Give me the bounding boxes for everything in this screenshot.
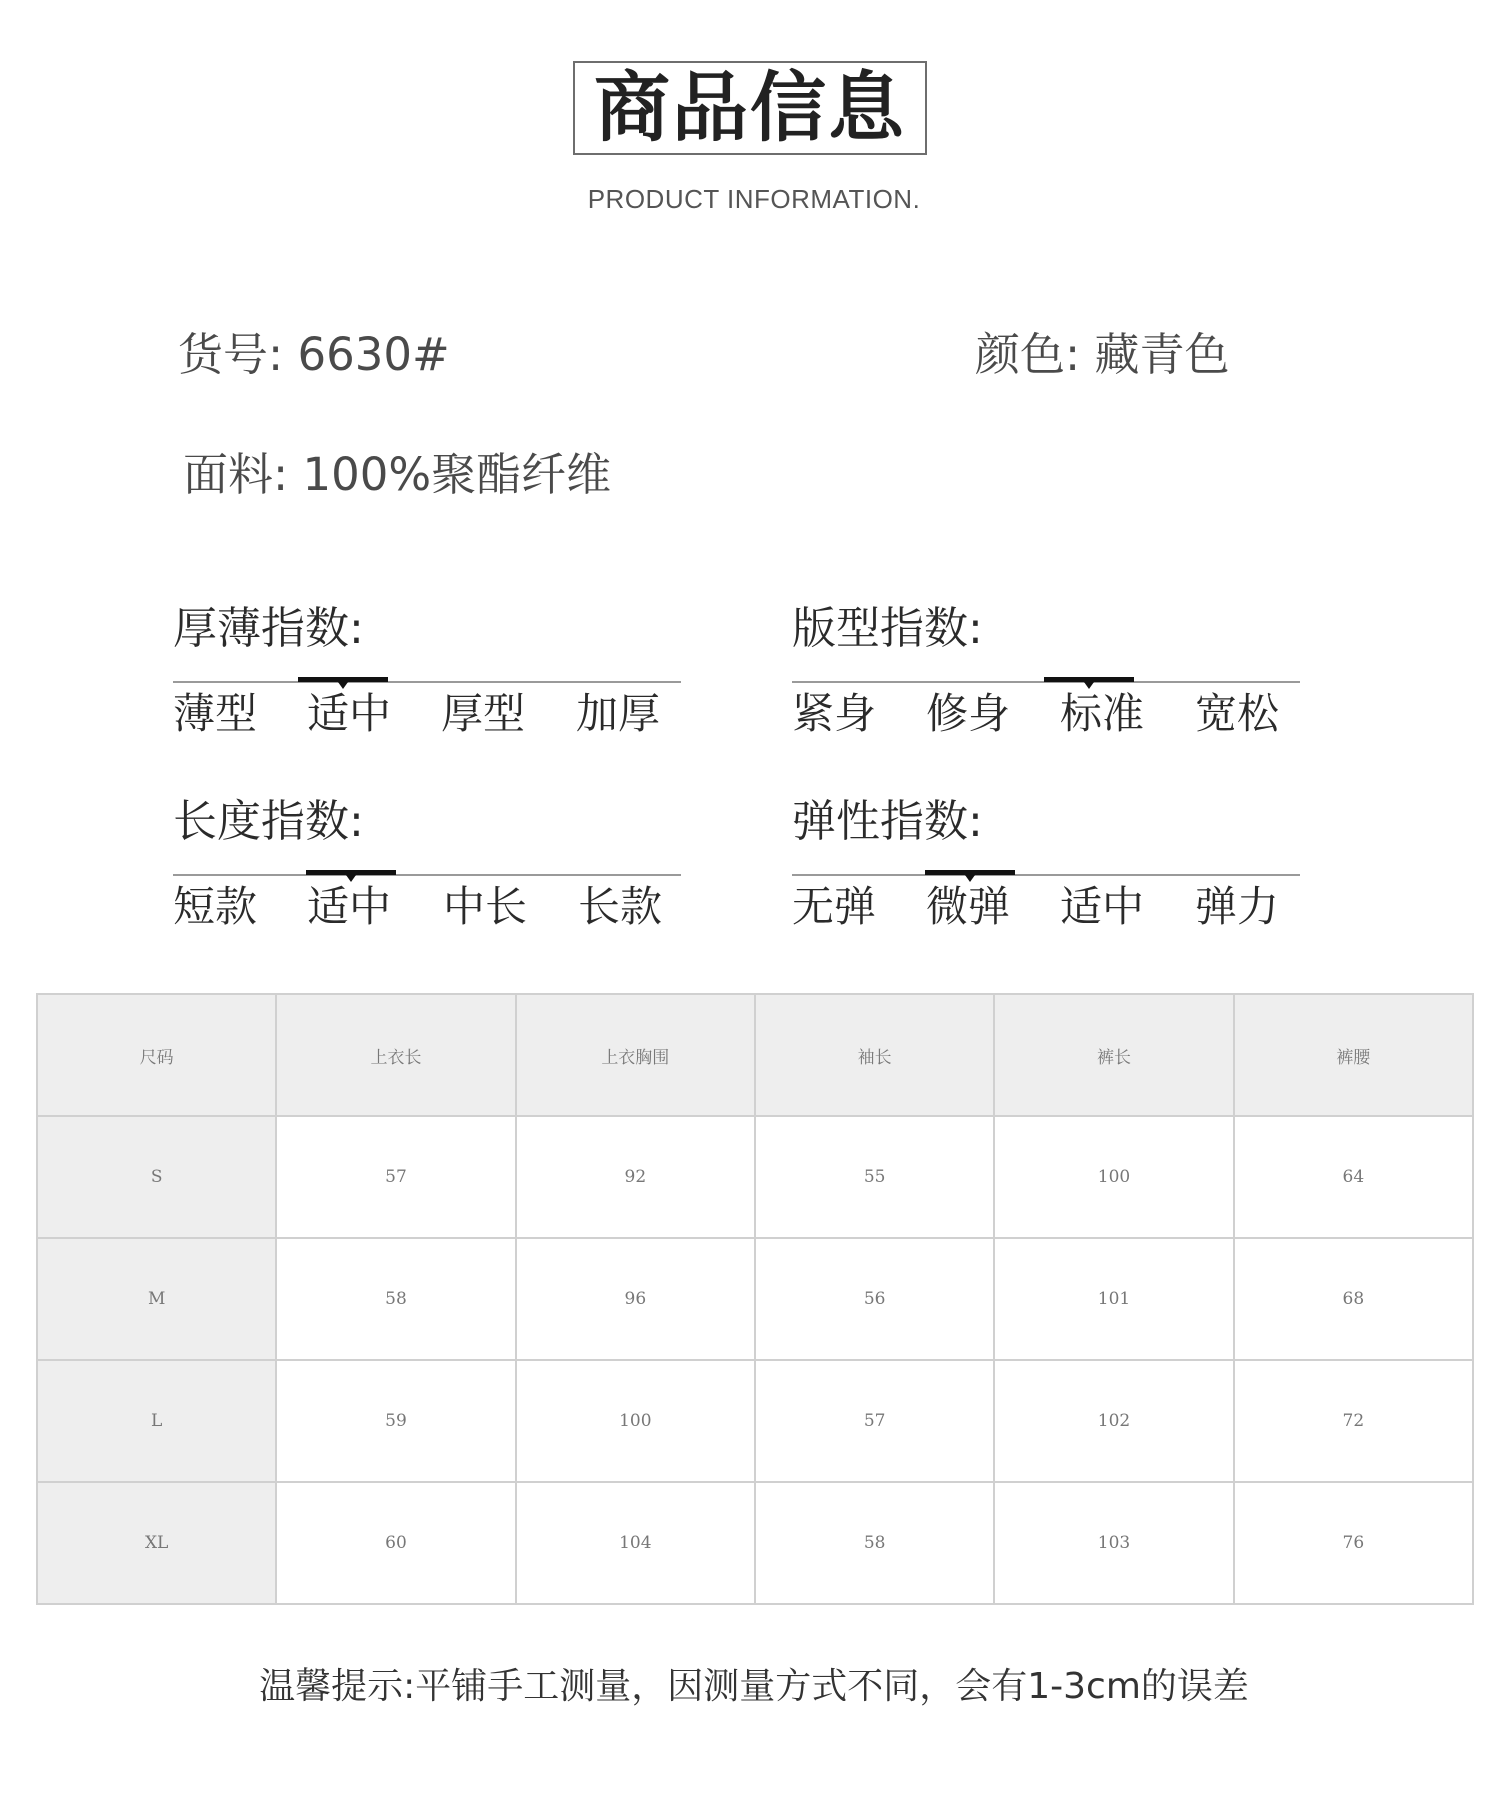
table-cell: 72 xyxy=(1234,1360,1473,1482)
index-option: 适中 xyxy=(307,882,392,931)
index-option: 修身 xyxy=(926,689,1011,738)
table-header-cell: 上衣长 xyxy=(276,994,515,1116)
index-option: 紧身 xyxy=(792,689,877,738)
index-scale xyxy=(173,874,681,876)
table-cell: 58 xyxy=(755,1482,994,1604)
index-selected-marker xyxy=(925,870,1015,875)
table-cell: 101 xyxy=(994,1238,1233,1360)
index-option: 加厚 xyxy=(576,689,661,738)
index-option: 无弹 xyxy=(792,882,877,931)
table-row xyxy=(37,1116,1473,1238)
table-row xyxy=(37,1360,1473,1482)
table-cell: 57 xyxy=(755,1360,994,1482)
index-title: 长度指数: xyxy=(173,796,364,847)
elasticity-index xyxy=(792,796,1300,931)
index-option: 厚型 xyxy=(441,689,526,738)
index-selected-marker xyxy=(306,870,396,875)
index-options xyxy=(792,689,1300,738)
table-cell: 59 xyxy=(276,1360,515,1482)
index-scale xyxy=(792,681,1300,683)
table-cell: 96 xyxy=(516,1238,755,1360)
length-index xyxy=(173,796,681,931)
size-table xyxy=(36,993,1474,1605)
table-header-cell: 尺码 xyxy=(37,994,276,1116)
size-cell: XL xyxy=(37,1482,276,1604)
thickness-index xyxy=(173,603,681,738)
size-cell: L xyxy=(37,1360,276,1482)
table-cell: 58 xyxy=(276,1238,515,1360)
index-option: 弹力 xyxy=(1195,882,1280,931)
size-cell: M xyxy=(37,1238,276,1360)
table-header-cell: 裤腰 xyxy=(1234,994,1473,1116)
table-cell: 103 xyxy=(994,1482,1233,1604)
table-cell: 60 xyxy=(276,1482,515,1604)
item-number: 货号: 6630# xyxy=(178,328,450,381)
table-cell: 68 xyxy=(1234,1238,1473,1360)
table-cell: 76 xyxy=(1234,1482,1473,1604)
index-option: 适中 xyxy=(1060,882,1145,931)
index-option: 宽松 xyxy=(1195,689,1280,738)
index-option: 薄型 xyxy=(173,689,258,738)
page-subtitle: PRODUCT INFORMATION. xyxy=(587,184,921,214)
index-options xyxy=(173,689,681,738)
table-cell: 104 xyxy=(516,1482,755,1604)
table-row xyxy=(37,1482,1473,1604)
index-scale xyxy=(173,681,681,683)
item-fabric: 面料: 100%聚酯纤维 xyxy=(183,448,612,501)
table-cell: 100 xyxy=(516,1360,755,1482)
index-selected-marker xyxy=(298,677,388,682)
table-header-cell: 上衣胸围 xyxy=(516,994,755,1116)
index-selected-marker xyxy=(1044,677,1134,682)
table-cell: 102 xyxy=(994,1360,1233,1482)
table-cell: 100 xyxy=(994,1116,1233,1238)
index-options xyxy=(792,882,1300,931)
item-color: 颜色: 藏青色 xyxy=(975,328,1230,381)
measurement-tip: 温馨提示:平铺手工测量，因测量方式不同，会有1-3cm的误差 xyxy=(259,1666,1249,1707)
table-header-row xyxy=(37,994,1473,1116)
index-options xyxy=(173,882,681,931)
index-option: 微弹 xyxy=(926,882,1011,931)
index-option: 短款 xyxy=(173,882,258,931)
index-scale xyxy=(792,874,1300,876)
table-header-cell: 裤长 xyxy=(994,994,1233,1116)
index-option: 长款 xyxy=(578,882,663,931)
index-title: 厚薄指数: xyxy=(173,603,364,654)
index-title: 版型指数: xyxy=(792,603,983,654)
table-cell: 92 xyxy=(516,1116,755,1238)
size-cell: S xyxy=(37,1116,276,1238)
title-box xyxy=(573,61,927,155)
index-option: 适中 xyxy=(307,689,392,738)
table-row xyxy=(37,1238,1473,1360)
table-cell: 57 xyxy=(276,1116,515,1238)
table-header-cell: 袖长 xyxy=(755,994,994,1116)
table-cell: 64 xyxy=(1234,1116,1473,1238)
index-option: 标准 xyxy=(1060,689,1145,738)
fit-index xyxy=(792,603,1300,738)
page-title: 商品信息 xyxy=(594,63,906,152)
table-cell: 56 xyxy=(755,1238,994,1360)
index-option: 中长 xyxy=(443,882,528,931)
table-cell: 55 xyxy=(755,1116,994,1238)
index-title: 弹性指数: xyxy=(792,796,983,847)
